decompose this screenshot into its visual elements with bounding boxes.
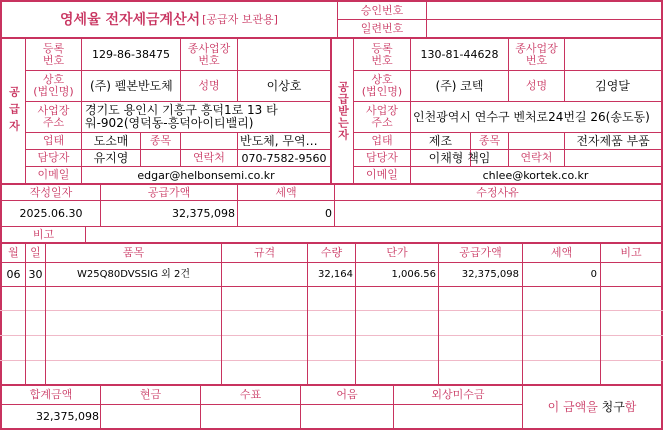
supplier-reg-no-label: 등록 번호 xyxy=(42,41,65,67)
claim-text-type: 청구 xyxy=(601,400,625,414)
approval-number xyxy=(430,2,660,19)
bill-amount xyxy=(301,405,393,428)
row-tax: 0 xyxy=(590,269,597,280)
credit-label: 외상미수금 xyxy=(431,388,485,401)
col-header-note: 비고 xyxy=(620,246,642,259)
bill-label: 어음 xyxy=(336,388,358,401)
cash-amount xyxy=(101,405,200,428)
tax-amount-label: 세액 xyxy=(275,185,297,199)
receiver-email-label: 이메일 xyxy=(366,168,398,181)
receiver-manager: 이채형 책임 xyxy=(428,150,491,165)
claim-text-post: 함 xyxy=(624,400,637,414)
supplier-manager-label: 담당자 xyxy=(37,151,70,164)
col-header-price: 단가 xyxy=(386,246,408,259)
row-supply: 32,375,098 xyxy=(461,269,519,280)
receiver-biz-type: 제조 xyxy=(428,133,453,148)
receiver-name-label: 상호 (법인명) xyxy=(361,73,403,98)
supplier-section-label xyxy=(2,39,25,183)
receiver-section-text: 공급받는자 xyxy=(336,81,350,141)
total-amount: 32,375,098 xyxy=(36,410,99,423)
supplier-name: (주) 펠본반도체 xyxy=(90,78,173,93)
row-month: 06 xyxy=(6,268,21,281)
row-note xyxy=(601,263,661,286)
row-unit-price: 1,006.56 xyxy=(391,269,436,280)
serial-number xyxy=(430,20,660,37)
receiver-branch xyxy=(565,39,660,70)
receiver-reg-no: 130-81-44628 xyxy=(420,48,499,61)
supplier-name-label: 상호 (법인명) xyxy=(33,73,74,98)
credit-amount xyxy=(394,405,522,428)
document-title xyxy=(2,2,336,36)
supplier-section-text: 공급자 xyxy=(7,85,21,137)
row-item-name: W25Q80DVSSIG 외 2건 xyxy=(76,269,190,280)
note xyxy=(86,227,660,242)
col-header-day: 일 xyxy=(30,246,41,259)
supplier-manager: 유지영 xyxy=(93,150,129,165)
receiver-rep: 김영달 xyxy=(595,78,630,93)
check-amount xyxy=(201,405,300,428)
receiver-email: chlee@kortek.co.kr xyxy=(482,168,589,182)
col-header-tax: 세액 xyxy=(550,246,573,259)
supplier-rep: 이상호 xyxy=(266,78,302,93)
receiver-branch-label: 종사업장 번호 xyxy=(515,41,558,67)
receiver-address: 인천광역시 연수구 벤처로24번길 26(송도동) xyxy=(413,109,650,124)
receiver-item-label: 종목 xyxy=(478,134,501,147)
supplier-rep-label: 성명 xyxy=(198,79,220,92)
check-label: 수표 xyxy=(239,388,262,401)
supplier-email: edgar@helbonsemi.co.kr xyxy=(137,168,275,182)
supplier-contact-label: 연락처 xyxy=(193,151,225,164)
receiver-section-label xyxy=(332,39,353,183)
receiver-biz-type-label: 업태 xyxy=(371,134,393,147)
table-row xyxy=(2,263,661,286)
col-header-spec: 규격 xyxy=(253,246,276,259)
col-header-supply: 공급가액 xyxy=(459,246,502,259)
note-label: 비고 xyxy=(32,227,55,241)
supplier-biz-type-label: 업태 xyxy=(42,134,65,147)
supplier-contact: 070-7582-9560 xyxy=(241,151,327,165)
row-day: 30 xyxy=(28,268,43,281)
supplier-address: 경기도 용인시 기흥구 흥덕1로 13 타워-902(영덕동-흥덕아이티밸리) xyxy=(85,103,278,130)
supply-amount: 32,375,098 xyxy=(172,207,235,220)
title-text: 영세율 전자세금계산서 xyxy=(60,12,201,28)
receiver-item: 전자제품 부품 xyxy=(576,133,650,148)
row-spec xyxy=(222,263,307,286)
issue-date-label: 작성일자 xyxy=(29,185,73,199)
receiver-name: (주) 코텍 xyxy=(435,78,484,93)
claim-text-pre: 이 금액을 xyxy=(547,400,602,414)
receiver-contact-label: 연락처 xyxy=(520,151,553,164)
supplier-reg-no: 129-86-38475 xyxy=(92,48,170,61)
supplier-email-label: 이메일 xyxy=(37,168,70,181)
tax-amount: 0 xyxy=(325,207,332,220)
revision-reason-label: 수정사유 xyxy=(476,185,519,199)
total-amount-label: 합계금액 xyxy=(29,388,73,401)
receiver-rep-label: 성명 xyxy=(525,79,548,92)
issue-date: 2025.06.30 xyxy=(19,207,83,220)
receiver-reg-no-label: 등록 번호 xyxy=(371,41,393,67)
supply-amount-label: 공급가액 xyxy=(147,185,191,199)
col-header-qty: 수량 xyxy=(320,246,343,259)
receiver-manager-label: 담당자 xyxy=(366,151,398,164)
col-header-item: 품목 xyxy=(122,246,145,259)
cash-label: 현금 xyxy=(139,388,162,401)
supplier-biz-type: 도소매 xyxy=(93,133,129,148)
approval-number-label: 승인번호 xyxy=(360,3,404,17)
serial-number-label: 일련번호 xyxy=(360,21,404,35)
supplier-item: 반도체, 무역… xyxy=(240,133,318,148)
revision-reason xyxy=(335,201,660,226)
receiver-address-label: 사업장 주소 xyxy=(366,104,398,129)
claim-statement xyxy=(523,386,661,428)
col-header-month: 월 xyxy=(8,246,19,259)
supplier-address-label: 사업장 주소 xyxy=(37,104,70,129)
supplier-item-label: 종목 xyxy=(149,134,172,147)
row-qty: 32,164 xyxy=(318,269,353,280)
supplier-branch-label: 종사업장 번호 xyxy=(187,41,231,67)
supplier-branch xyxy=(238,39,330,70)
copy-type-label: [공급자 보관용] xyxy=(202,13,278,26)
receiver-contact xyxy=(565,150,660,166)
